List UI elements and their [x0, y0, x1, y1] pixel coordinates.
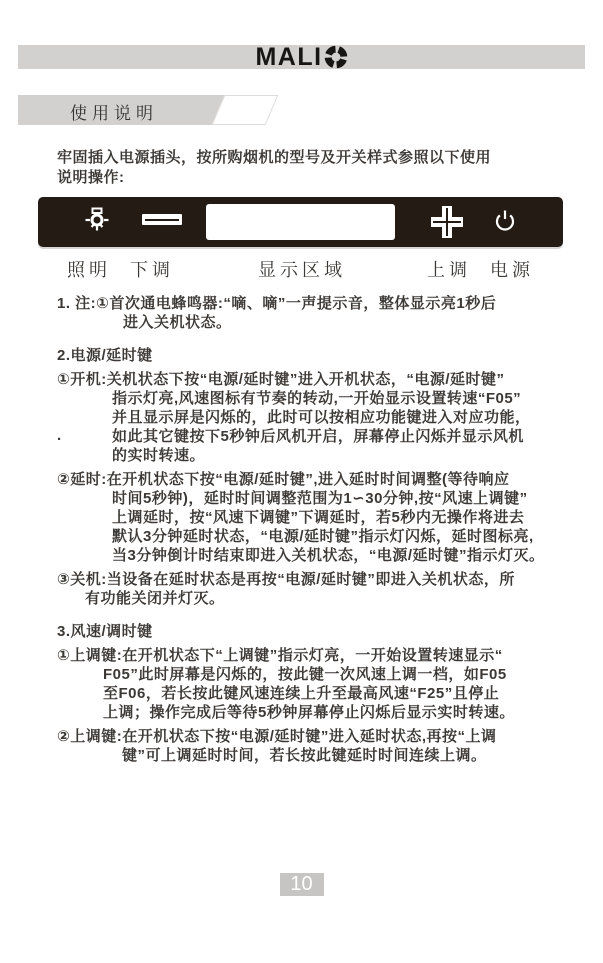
body-line: F05”此时屏幕是闪烁的，按此键一次风速上调一档，如F05	[103, 666, 507, 683]
body-line: 键”可上调延时时间，若长按此键延时时间连续上调。	[122, 747, 487, 764]
body-line: ①上调键:在开机状态下“上调键”指示灯亮，一开始设置转速显示“	[57, 647, 503, 664]
section-title-tab	[212, 95, 279, 125]
body-line: ①开机:关机状态下按“电源/延时键”进入开机状态，“电源/延时键”	[57, 371, 505, 388]
label-power: 电源	[490, 260, 534, 280]
intro-line: 说明操作:	[57, 169, 125, 186]
body-line: 如此其它键按下5秒钟后风机开启，屏幕停止闪烁并显示风机	[112, 428, 524, 445]
lamp-icon	[83, 207, 111, 238]
section-title-band	[18, 95, 270, 125]
shutter-o-icon	[323, 45, 348, 69]
label-up: 上调	[427, 260, 471, 280]
label-down: 下调	[130, 260, 174, 280]
intro-line: 牢固插入电源插头，按所购烟机的型号及开关样式参照以下使用	[57, 149, 492, 166]
body-line: 上调延时，按“风速下调键”下调延时，若5秒内无操作将进去	[112, 509, 525, 526]
intro-paragraph	[57, 148, 563, 188]
body-line: 时间5秒钟)，延时时间调整范围为1∽30分钟,按“风速上调键”	[112, 490, 528, 507]
section2-paragraph-1	[57, 370, 573, 465]
minus-icon-inner	[145, 219, 179, 221]
page-number-badge: 10	[280, 873, 324, 896]
note-paragraph	[57, 294, 573, 332]
note-line: 1. 注:①首次通电蜂鸣器:“嘀、嘀”一声提示音，整体显示亮1秒后	[57, 295, 497, 312]
body-line: 默认3分钟延时状态，“电源/延时键”指示灯闪烁，延时图标亮,	[112, 528, 534, 545]
plus-icon	[429, 204, 465, 245]
note-line: 进入关机状态。	[123, 314, 232, 331]
section2-paragraph-2	[57, 470, 573, 565]
section2-paragraph-3	[57, 570, 573, 608]
control-panel-illustration	[38, 197, 563, 247]
power-icon	[492, 208, 518, 239]
label-light: 照明	[67, 260, 111, 280]
label-display-area: 显示区域	[258, 260, 346, 280]
section2-heading: 2.电源/延时键	[57, 347, 153, 364]
minus-icon	[142, 214, 182, 225]
section-title: 使用说明	[70, 104, 158, 123]
panel-labels-row	[0, 256, 603, 282]
body-line: 有功能关闭并灯灭。	[85, 590, 225, 607]
brand-logo-text: MALI	[255, 43, 323, 71]
body-line: ②延时:在开机状态下按“电源/延时键”,进入延时时间调整(等待响应	[57, 471, 510, 488]
brand-logo	[255, 45, 347, 69]
section3-heading: 3.风速/调时键	[57, 623, 153, 640]
body-line: 至F06，若长按此键风速连续上升至最高风速“F25”且停止	[103, 685, 500, 702]
section3-paragraph-2	[57, 727, 573, 765]
body-line: 并且显示屏是闪烁的，此时可以按相应功能键进入对应功能，	[112, 409, 531, 426]
stray-dot: .	[57, 427, 62, 444]
display-area	[206, 204, 395, 240]
body-line: 上调；操作完成后等待5秒钟屏幕停止闪烁后显示实时转速。	[103, 704, 515, 721]
body-line: 当3分钟倒计时结束即进入关机状态，“电源/延时键”指示灯灭。	[112, 547, 545, 564]
body-line: ③关机:当设备在延时状态是再按“电源/延时键”即进入关机状态，所	[57, 571, 515, 588]
body-line: ②上调键:在开机状态下按“电源/延时键”进入延时状态,再按“上调	[57, 728, 497, 745]
brand-band	[18, 45, 585, 69]
section3-paragraph-1	[57, 646, 573, 722]
body-line: 的实时转速。	[112, 447, 206, 464]
body-line: 指示灯亮,风速图标有节奏的转动,一开始显示设置转速“F05”	[112, 390, 522, 407]
